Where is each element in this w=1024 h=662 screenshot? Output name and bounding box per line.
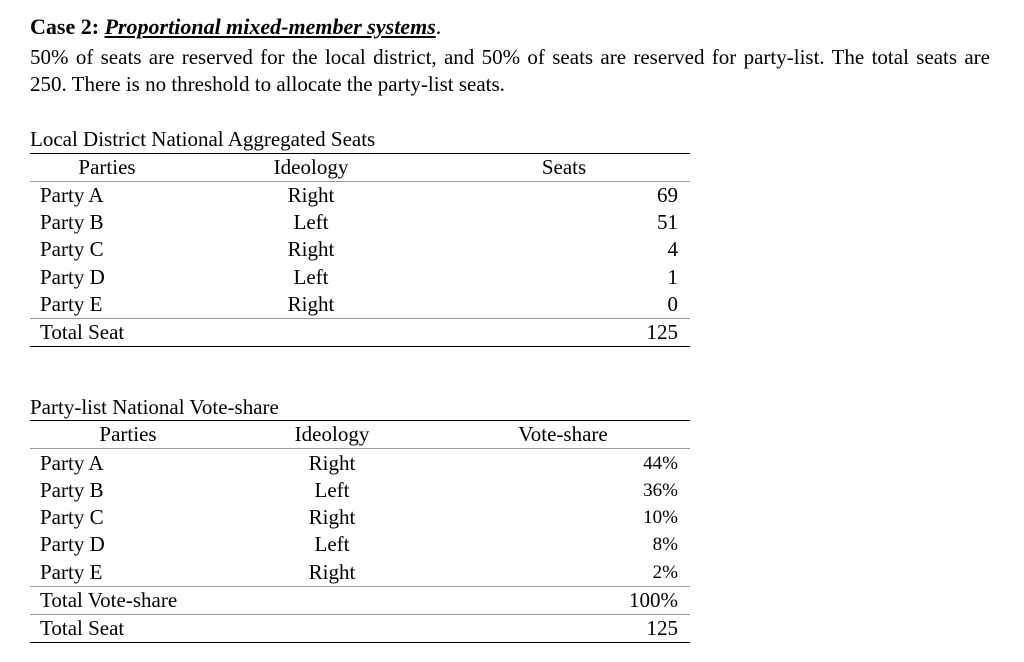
party-list-row-ideology: Left <box>314 532 350 556</box>
party-list-header-rule <box>30 448 690 449</box>
case-heading <box>30 14 441 40</box>
party-list-header-ideology: Ideology <box>294 422 370 446</box>
party-list-row-party: Party E <box>40 560 103 584</box>
party-list-row-ideology: Right <box>308 505 356 529</box>
party-list-caption: Party-list National Vote-share <box>30 395 279 419</box>
local-row-party: Party C <box>40 237 104 261</box>
case-title-suffix: . <box>435 14 442 39</box>
local-row-ideology: Right <box>287 292 335 316</box>
local-header-seats: Seats <box>541 155 587 179</box>
local-row-seats: 51 <box>657 210 678 234</box>
party-list-row-vote-share: 2% <box>652 562 678 583</box>
party-list-row-party: Party B <box>40 478 104 502</box>
party-list-bottom-rule <box>30 642 690 643</box>
local-total-value: 125 <box>646 320 678 344</box>
local-row-party: Party E <box>40 292 103 316</box>
party-list-row-party: Party A <box>40 451 104 475</box>
party-list-total-seat-value: 125 <box>646 616 678 640</box>
party-list-row-ideology: Right <box>308 451 356 475</box>
local-table-caption: Local District National Aggregated Seats <box>30 127 376 151</box>
party-list-row-vote-share: 10% <box>643 507 678 528</box>
party-list-row-ideology: Left <box>314 478 350 502</box>
local-total-label: Total Seat <box>40 320 125 344</box>
local-row-party: Party D <box>40 265 105 289</box>
case-prefix: Case 2: <box>30 14 100 39</box>
party-list-row-vote-share: 8% <box>652 534 678 555</box>
case-description: 50% of seats are reserved for the local district, and 50% of seats are reserved for party-list. The total seats are 250. There is no threshold to allocate the party-list seats. <box>30 45 990 96</box>
party-list-total-vote-value: 100% <box>629 588 678 612</box>
local-row-seats: 69 <box>657 183 678 207</box>
case-title: Proportional mixed-member systems <box>104 14 436 39</box>
local-header-parties: Parties <box>78 155 136 179</box>
local-row-ideology: Left <box>293 265 329 289</box>
local-row-ideology: Left <box>293 210 329 234</box>
local-header-ideology: Ideology <box>273 155 349 179</box>
local-row-ideology: Right <box>287 237 335 261</box>
party-list-header-vote-share: Vote-share <box>518 422 608 446</box>
local-table-bottom-rule <box>30 346 690 347</box>
local-row-seats: 1 <box>667 265 678 289</box>
local-row-party: Party A <box>40 183 104 207</box>
party-list-row-ideology: Right <box>308 560 356 584</box>
party-list-total-seat-label: Total Seat <box>40 616 125 640</box>
party-list-header-parties: Parties <box>99 422 157 446</box>
party-list-row-party: Party D <box>40 532 105 556</box>
local-row-seats: 4 <box>667 237 678 261</box>
local-row-party: Party B <box>40 210 104 234</box>
party-list-row-party: Party C <box>40 505 104 529</box>
party-list-row-vote-share: 44% <box>643 453 678 474</box>
local-row-seats: 0 <box>667 292 678 316</box>
party-list-total-vote-label: Total Vote-share <box>40 588 178 612</box>
party-list-row-vote-share: 36% <box>643 480 678 501</box>
local-row-ideology: Right <box>287 183 335 207</box>
